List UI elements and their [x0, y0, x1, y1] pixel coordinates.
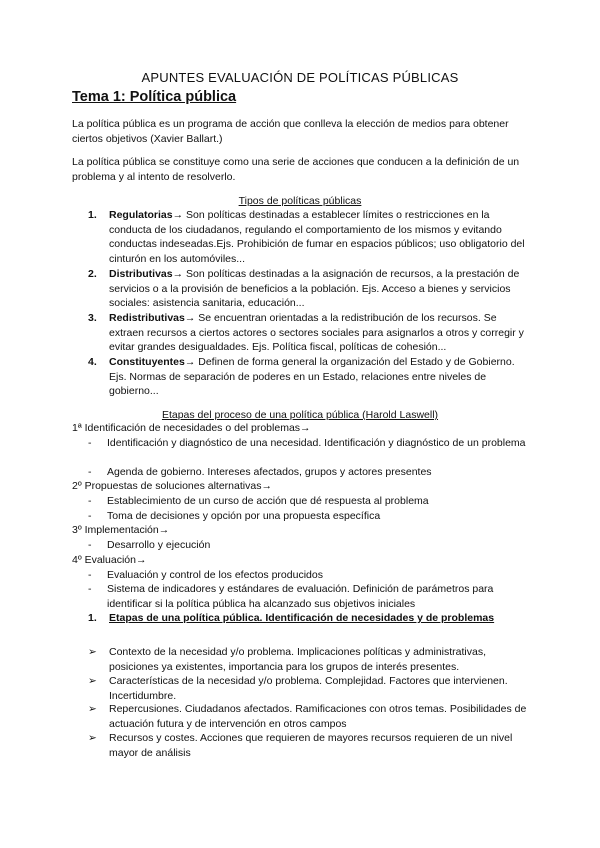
type-number: 4.: [88, 356, 97, 368]
arrow-item-1: [88, 645, 528, 674]
type-term: Distributivas: [109, 268, 173, 280]
dash-glyph: -: [88, 583, 92, 595]
dash-glyph: -: [88, 466, 92, 478]
subsection-title: Etapas de una política pública. Identificación de necesidades y de problemas: [109, 612, 495, 624]
intro-paragraph-2: La política pública se constituye como una serie de acciones que conducen a la definición de un problema y al intento de resolverlo.: [72, 156, 520, 183]
type-item-constituyentes: [88, 355, 528, 399]
type-term: Constituyentes: [109, 356, 185, 368]
type-item-regulatorias: [88, 208, 528, 266]
type-description: Definen de forma general la organización del Estado y de Gobierno. Ejs. Normas de separación de poderes en un Estado, relaciones entre niveles de gobierno...: [109, 356, 515, 398]
arrow-bullet-icon: ➢: [88, 675, 97, 687]
type-description: Se encuentran orientadas a la redistribución de los recursos. Se extraen recursos a ciertos actores o sectores sociales para asignarlos a otros y corregir y evitar grandes desigualdades. Ejs. Política fiscal, políticas de cohesión...: [109, 312, 524, 354]
document-title: APUNTES EVALUACIÓN DE POLÍTICAS PÚBLICAS: [141, 70, 459, 85]
dash-glyph: -: [88, 569, 92, 581]
arrow-glyph: →: [184, 312, 196, 324]
arrow-glyph: →: [184, 356, 196, 368]
type-number: 3.: [88, 312, 97, 324]
section-title: Tema 1: Política pública: [72, 89, 237, 105]
stage-item-text: Desarrollo y ejecución: [107, 539, 211, 551]
stage-4-item-2: [88, 582, 528, 611]
arrow-item-4: [88, 731, 528, 760]
stage-1-item-1: [88, 436, 528, 451]
stage-label-4: 4º Evaluación→: [72, 554, 147, 566]
stage-4-item-1: [88, 568, 528, 583]
stage-item-text: Evaluación y control de los efectos producidos: [107, 569, 323, 581]
type-description: Son políticas destinadas a la asignación de recursos, a la prestación de servicios o a la provisión de beneficios a la población. Ejs. Acceso a bienes y servicios sociales: asistencia sanitaria, educación...: [109, 268, 520, 310]
stage-label-2: 2º Propuestas de soluciones alternativas→: [72, 480, 272, 492]
type-item-distributivas: [88, 267, 528, 311]
type-number: 1.: [88, 209, 97, 221]
stage-item-text: Establecimiento de un curso de acción que dé respuesta al problema: [107, 495, 429, 507]
stage-label-1: 1ª Identificación de necesidades o del problemas→: [72, 422, 311, 434]
stage-item-text: Identificación y diagnóstico de una necesidad. Identificación y diagnóstico de un problema: [107, 437, 526, 449]
dash-glyph: -: [88, 495, 92, 507]
dash-glyph: -: [88, 510, 92, 522]
arrow-item-text: Características de la necesidad y/o problema. Complejidad. Factores que intervienen. Incertidumbre.: [109, 675, 508, 702]
arrow-item-3: [88, 702, 528, 731]
arrow-item-text: Repercusiones. Ciudadanos afectados. Ramificaciones con otros temas. Posibilidades de actuación futura y de intervención en otros campos: [109, 703, 527, 730]
arrow-bullet-icon: ➢: [88, 732, 97, 744]
type-description: Son políticas destinadas a establecer límites o restricciones en la conducta de los ciudadanos, regulando el comportamiento de los mismos y evitando conductas indeseadas.Ejs. Prohibición de fumar en espacios públicos; uso obligatorio del cinturón en los automóviles...: [109, 209, 525, 265]
dash-glyph: -: [88, 539, 92, 551]
arrow-bullet-icon: ➢: [88, 646, 97, 658]
type-term: Redistributivas: [109, 312, 185, 324]
arrow-bullet-icon: ➢: [88, 703, 97, 715]
intro-paragraph-1: La política pública es un programa de acción que conlleva la elección de medios para obtener ciertos objetivos (Xavier Ballart.): [72, 118, 509, 145]
dash-glyph: -: [88, 437, 92, 449]
arrow-item-2: [88, 674, 528, 703]
stage-item-text: Toma de decisiones y opción por una propuesta específica: [107, 510, 381, 522]
type-number: 2.: [88, 268, 97, 280]
stage-item-text: Agenda de gobierno. Intereses afectados, grupos y actores presentes: [107, 466, 432, 478]
stage-3-item-1: [88, 538, 528, 553]
type-term: Regulatorias: [109, 209, 173, 221]
arrow-glyph: →: [172, 268, 184, 280]
type-item-redistributivas: [88, 311, 528, 355]
subsection-heading: [88, 611, 528, 626]
stage-2-item-2: [88, 509, 528, 524]
arrow-item-text: Recursos y costes. Acciones que requieren de mayores recursos requieren de un nivel mayor de análisis: [109, 732, 513, 759]
stages-heading: Etapas del proceso de una política pública (Harold Laswell): [161, 409, 439, 421]
arrow-item-text: Contexto de la necesidad y/o problema. Implicaciones políticas y administrativas, posiciones ya existentes, importancia para los grupos de interés presentes.: [109, 646, 487, 673]
arrow-glyph: →: [172, 209, 184, 221]
stage-label-3: 3º Implementación→: [72, 524, 170, 536]
stage-2-item-1: [88, 494, 528, 509]
subsection-number: 1.: [88, 612, 97, 624]
stage-item-text: Sistema de indicadores y estándares de evaluación. Definición de parámetros para identificar si la política pública ha alcanzado sus objetivos iniciales: [107, 583, 494, 610]
stage-1-item-2: [88, 465, 528, 480]
types-heading: Tipos de políticas públicas: [238, 195, 362, 207]
